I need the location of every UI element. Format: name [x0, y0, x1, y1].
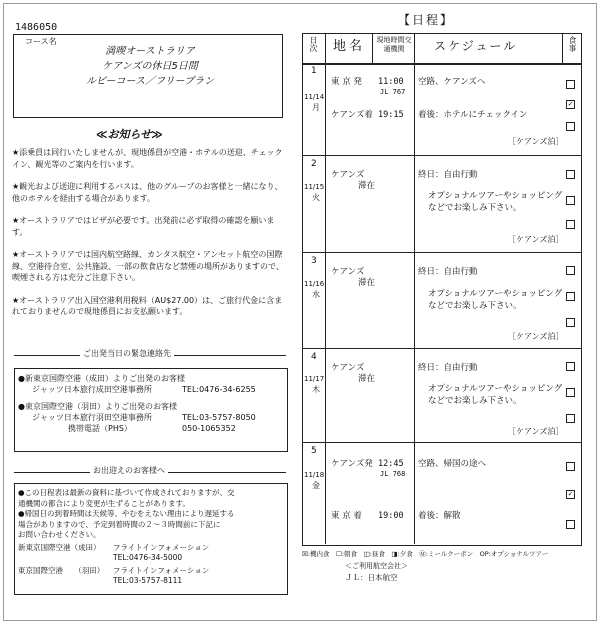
- header-rule: [302, 63, 582, 65]
- header-place: 地名: [333, 39, 366, 54]
- day-date: 11/18: [304, 471, 325, 479]
- day-rule: [302, 155, 582, 156]
- meal-breakfast-checkbox: [566, 170, 575, 179]
- place: ケアンズ着: [331, 110, 373, 120]
- emergency-line: ●東京国際空港（羽田）よりご出発のお客様: [18, 402, 177, 411]
- meal-lunch-checkbox: [566, 292, 575, 301]
- emergency-office: ジャッツ日本旅行成田空港事務所: [32, 385, 152, 394]
- notice-item: ★オーストラリアではビザが必要です。出発前に必ず取得の確認を願います。: [12, 216, 275, 237]
- meal-legend: ☒:機内食 ☐:朝食 ◫:昼食 ◨:夕食 Ⓜ:ミールクーポン OP:オプショナルツアー: [302, 550, 549, 558]
- schedule-title: 【日程】: [398, 13, 455, 27]
- emergency-phone: TEL:03-5757-8050: [182, 413, 256, 422]
- day-number: 4: [311, 352, 317, 362]
- meal-dinner-checkbox: [566, 414, 575, 423]
- schedule-text: 終日：自由行動: [418, 267, 478, 277]
- emergency-line: ●新東京国際空港（成田）よりご出発のお客様: [18, 374, 185, 383]
- schedule-text: などでお楽しみ下さい。: [428, 396, 522, 406]
- day-number: 2: [311, 159, 317, 169]
- meal-dinner-checkbox: [566, 520, 575, 529]
- notices-list: [12, 147, 287, 318]
- day-weekday: 金: [312, 481, 320, 490]
- notices-heading: ≪お知らせ≫: [96, 128, 163, 141]
- col-rule: [372, 33, 373, 63]
- hotel: ［ケアンズ泊］: [508, 332, 564, 341]
- day-number: 5: [311, 446, 317, 456]
- day-weekday: 水: [312, 290, 320, 299]
- place-sub: 滞在: [358, 278, 376, 288]
- day-date: 11/16: [304, 280, 325, 288]
- airline: ＪＬ：日本航空: [345, 573, 398, 582]
- emergency-phone: 050-1065352: [182, 424, 236, 433]
- course-title: [60, 44, 240, 89]
- emergency-office: ジャッツ日本旅行羽田空港事務所: [32, 413, 152, 422]
- course-title-line: ケアンズの休日5日間: [102, 61, 198, 72]
- emergency-phone: TEL:0476-34-6255: [182, 385, 256, 394]
- col-rule: [325, 33, 326, 544]
- emergency-row: [18, 412, 283, 423]
- meal-dinner-checkbox: [566, 220, 575, 229]
- schedule-text: オプショナルツアーやショッピング: [428, 191, 563, 201]
- course-title-line: 満喫オーストラリア: [105, 46, 195, 57]
- pickup-line: ●帰国日の到着時間は天候等、やむをえない理由により遅延する: [18, 509, 235, 518]
- day-number: 1: [311, 66, 317, 76]
- pickup-contact: [18, 566, 284, 577]
- pickup-line: 通機関の都合により変更が生ずることがあります。: [18, 498, 190, 508]
- meal-breakfast-checkbox: [566, 362, 575, 371]
- schedule-text: オプショナルツアーやショッピング: [428, 384, 563, 394]
- pickup-service: フライトインフォメーション: [113, 542, 210, 552]
- header-schedule: スケジュール: [434, 39, 518, 53]
- schedule-text: 着後：解散: [418, 511, 461, 521]
- pickup-phone: TEL:03-5757-8111: [113, 576, 183, 585]
- day-rule: [302, 348, 582, 349]
- hotel: ［ケアンズ泊］: [508, 427, 564, 436]
- day-number: 3: [311, 256, 317, 266]
- flight: JL 767: [380, 88, 406, 96]
- notice-item: ★オーストラリアでは国内航空路線、カンタス航空・アンセット航空の国際線、空港待合室、公共施設、一部の飲食店など禁煙の場所がありますので、喫煙される方は充分ご注意下さい。: [12, 250, 284, 282]
- place: ケアンズ: [331, 363, 365, 373]
- day-weekday: 月: [312, 103, 320, 112]
- meal-lunch-checkbox: [566, 388, 575, 397]
- airline-caption: ＜ご利用航空会社＞: [345, 562, 408, 570]
- schedule-text: などでお楽しみ下さい。: [428, 203, 522, 213]
- pickup-line: 場合がありますので、予定到着時間の２～３時間前に下記に: [18, 519, 221, 529]
- schedule-text: 終日：自由行動: [418, 363, 478, 373]
- time: 11:00: [378, 77, 404, 87]
- hotel: ［ケアンズ泊］: [508, 235, 564, 244]
- notice-item: ★添乗員は同行いたしませんが、現地係員が空港・ホテルの送迎、チェックイン、観光等のご案内を行います。: [12, 148, 283, 169]
- place: 東 京 着: [331, 511, 362, 521]
- pickup-airport: 新東京国際空港（成田）: [18, 542, 101, 552]
- place: ケアンズ: [331, 170, 365, 180]
- emergency-contacts: [18, 373, 283, 434]
- schedule-text: オプショナルツアーやショッピング: [428, 289, 563, 299]
- schedule-text: などでお楽しみ下さい。: [428, 301, 522, 311]
- course-title-line: ルビーコース／フリープラン: [85, 76, 215, 87]
- schedule-text: 終日：自由行動: [418, 170, 478, 180]
- meal-breakfast-checkbox: [566, 80, 575, 89]
- day-rule: [302, 252, 582, 253]
- meal-breakfast-checkbox: [566, 266, 575, 275]
- place-sub: 滞在: [358, 374, 376, 384]
- meal-breakfast-checkbox: [566, 462, 575, 471]
- schedule-text: 空路、帰国の途へ: [418, 459, 487, 469]
- day-date: 11/17: [304, 375, 325, 383]
- emergency-heading: ご出発当日の緊急連絡先: [80, 350, 174, 358]
- place: 東 京 発: [331, 77, 362, 87]
- meal-dinner-checkbox: [566, 318, 575, 327]
- meal-lunch-checkbox: ✓: [567, 490, 574, 498]
- pickup-line: お問い合わせください。: [18, 530, 101, 539]
- pickup-contact: [18, 543, 284, 554]
- pickup-line: ●この日程表は最新の資料に基づいて作成されておりますが、交: [18, 488, 235, 497]
- day-date: 11/14: [304, 93, 325, 101]
- place: ケアンズ発: [331, 459, 373, 469]
- emergency-row: [18, 384, 283, 395]
- day-date: 11/15: [304, 183, 325, 191]
- time: 12:45: [378, 459, 404, 469]
- time: 19:15: [378, 110, 404, 120]
- col-rule: [414, 33, 415, 544]
- pickup-airport: 東京国際空港 （羽田）: [18, 565, 105, 575]
- course-label: コース名: [25, 37, 57, 46]
- meal-lunch-checkbox: [566, 196, 575, 205]
- meal-dinner-checkbox: [566, 122, 575, 131]
- header-meal: 食事: [568, 36, 577, 52]
- emergency-row: [18, 423, 283, 434]
- day-weekday: 火: [312, 193, 320, 202]
- place: ケアンズ: [331, 267, 365, 277]
- day-weekday: 木: [312, 385, 320, 394]
- emergency-mobile: 携帯電話（PHS）: [68, 424, 132, 433]
- flight: JL 768: [380, 470, 406, 478]
- time: 19:00: [378, 511, 404, 521]
- doc-number: 1486050: [15, 22, 58, 33]
- header-time: 現地時間交通機関: [376, 36, 412, 53]
- day-rule: [302, 442, 582, 443]
- place-sub: 滞在: [358, 181, 376, 191]
- pickup-phone: TEL:0476-34-5000: [113, 553, 183, 562]
- pickup-heading: お出迎えのお客様へ: [90, 467, 168, 475]
- notice-item: ★観光および送迎に利用するバスは、他のグループのお客様と一緒になり、他のホテルを経由する場合があります。: [12, 182, 283, 203]
- schedule-text: 着後：ホテルにチェックイン: [418, 110, 528, 120]
- hotel: ［ケアンズ泊］: [508, 137, 564, 146]
- col-rule: [562, 33, 563, 63]
- header-day: 日次: [309, 36, 318, 52]
- notice-item: ★オーストラリア出入国空港利用税料（AU$27.00）は、ご旅行代金に含まれておりませんので現地係員にお支払願います。: [12, 295, 283, 316]
- meal-lunch-checkbox: ✓: [567, 100, 574, 108]
- pickup-service: フライトインフォメーション: [113, 565, 210, 575]
- schedule-text: 空路、ケアンズへ: [418, 77, 486, 87]
- pickup-text: [18, 488, 284, 587]
